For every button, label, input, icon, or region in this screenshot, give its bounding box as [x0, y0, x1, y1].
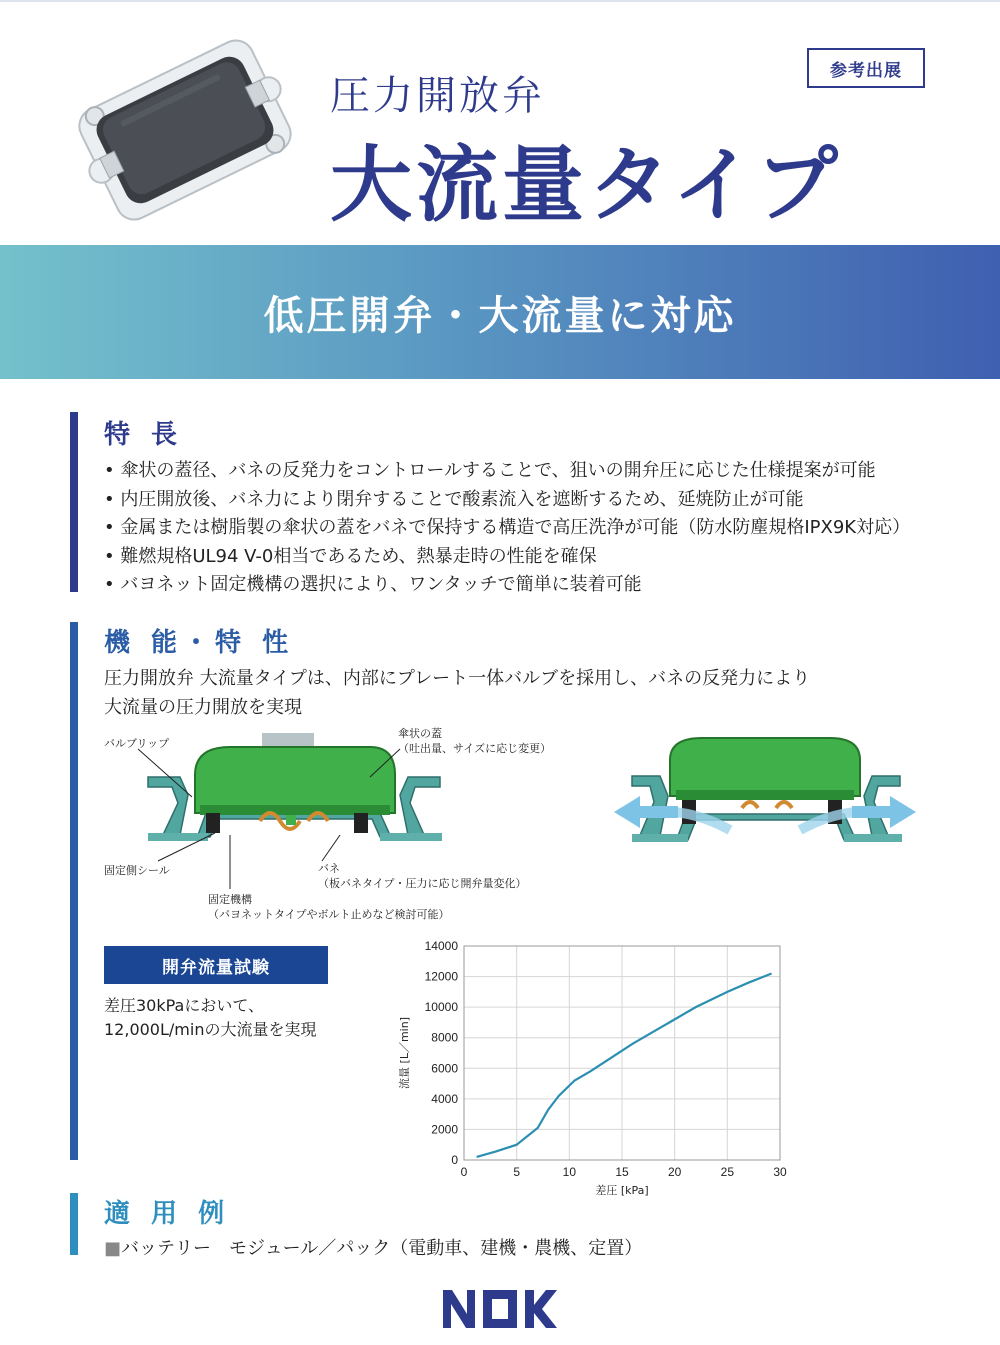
- apply-bar: [70, 1193, 78, 1255]
- x-tick-label: 10: [562, 1165, 577, 1179]
- exhibit-badge: 参考出展: [807, 48, 925, 88]
- description-line: 圧力開放弁 大流量タイプは、内部にプレート一体バルブを採用し、バネの反発力により: [104, 668, 811, 689]
- y-tick-label: 2000: [431, 1122, 458, 1137]
- test-line: 差圧30kPaにおいて、: [104, 996, 265, 1015]
- callout-line: （吐出量、サイズに応じ変更）: [398, 742, 552, 755]
- product-subtitle: 圧力開放弁: [330, 73, 545, 119]
- x-tick-label: 25: [720, 1165, 735, 1179]
- callout-cap: [398, 726, 551, 756]
- feature-item: • バヨネット固定機構の選択により、ワンタッチで簡単に装着可能: [104, 574, 642, 595]
- y-axis-label: 流量 [L／min]: [398, 1017, 411, 1089]
- callout-line: バネ: [318, 862, 340, 875]
- callout-spring: [318, 861, 526, 891]
- feature-item: • 内圧開放後、バネ力により閉弁することで酸素流入を遮断するため、延焼防止が可能: [104, 488, 804, 510]
- product-image: [70, 30, 300, 230]
- callout-line: 傘状の蓋: [398, 727, 442, 740]
- apply-item: バッテリー モジュール／パック（電動車、建機・農機、定置）: [121, 1238, 643, 1259]
- y-tick-label: 0: [451, 1153, 458, 1167]
- callout-fixed-seal: 固定側シール: [104, 864, 170, 877]
- callout-line: （板バネタイプ・圧力に応じ開弁量変化）: [318, 877, 527, 890]
- apply-text: [104, 1234, 642, 1260]
- function-bar: [70, 622, 78, 1160]
- callout-line: （バヨネットタイプやボルト止めなど検討可能）: [208, 908, 450, 921]
- callout-mount: [208, 892, 449, 922]
- x-tick-label: 0: [460, 1165, 468, 1179]
- feature-item: • 傘状の蓋径、バネの反発力をコントロールすることで、狙いの開弁圧に応じた仕様提案が可能: [104, 460, 876, 481]
- banner-text: 低圧開弁・大流量に対応: [263, 292, 737, 339]
- y-tick-label: 14000: [424, 939, 458, 953]
- features-heading: 特 長: [104, 420, 184, 450]
- feature-item: • 金属または樹脂製の傘状の蓋をバネで保持する構造で高圧洗浄が可能（防水防塵規格IPX9K対応）: [104, 517, 911, 538]
- flow-chart: [392, 932, 802, 1202]
- features-list: [104, 457, 910, 600]
- x-tick-label: 5: [513, 1165, 521, 1179]
- feature-item: • 難燃規格UL94 V-0相当であるため、熱暴走時の性能を確保: [104, 545, 597, 567]
- x-tick-label: 20: [667, 1165, 682, 1179]
- nok-logo: [443, 1290, 557, 1328]
- flow-test-label: 開弁流量試験: [104, 946, 328, 984]
- apply-heading: 適 用 例: [104, 1199, 231, 1229]
- bullet-square: ■: [104, 1238, 122, 1259]
- x-tick-label: 30: [773, 1165, 787, 1179]
- description-line: 大流量の圧力開放を実現: [104, 697, 302, 718]
- valve-open-diagram: [610, 730, 920, 855]
- x-tick-label: 15: [615, 1165, 629, 1179]
- flow-test-description: [104, 994, 316, 1042]
- callout-line: 固定機構: [208, 893, 252, 906]
- y-tick-label: 4000: [431, 1091, 458, 1106]
- features-bar: [70, 412, 78, 592]
- y-tick-label: 12000: [424, 969, 458, 984]
- y-tick-label: 8000: [431, 1030, 458, 1045]
- product-title: 大流量タイプ: [330, 138, 842, 233]
- y-tick-label: 10000: [424, 1000, 458, 1015]
- top-border: [0, 0, 1000, 2]
- x-axis-label: 差圧 [kPa]: [595, 1184, 649, 1197]
- callout-valve-lip: バルブリップ: [104, 737, 170, 750]
- y-tick-label: 6000: [431, 1061, 458, 1076]
- test-line: 12,000L/minの大流量を実現: [104, 1020, 317, 1039]
- function-heading: 機 能・特 性: [104, 628, 295, 658]
- function-description: [104, 664, 810, 722]
- headline-banner: [0, 245, 1000, 379]
